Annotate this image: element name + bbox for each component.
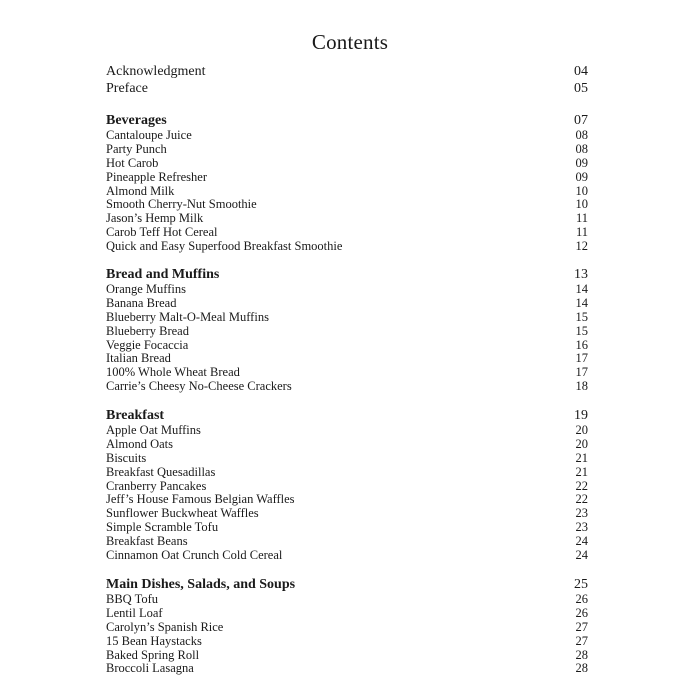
entry-page-number: 10 xyxy=(575,183,588,198)
toc-entry[interactable] xyxy=(106,507,588,521)
toc-entry[interactable] xyxy=(106,311,588,325)
entry-label: Italian Bread xyxy=(106,351,171,366)
toc-entry[interactable] xyxy=(106,466,588,480)
section-bread-and-muffins xyxy=(106,267,588,394)
entry-page-number: 26 xyxy=(575,592,588,606)
entry-page-number: 10 xyxy=(575,197,588,212)
toc-entry[interactable] xyxy=(106,212,588,226)
entry-page-number: 08 xyxy=(575,128,588,142)
section-heading[interactable] xyxy=(106,408,588,424)
entry-page-number: 16 xyxy=(575,337,588,352)
entry-label: Breakfast Quesadillas xyxy=(106,464,216,479)
entry-label: Party Punch xyxy=(106,141,167,156)
entry-page-number: 14 xyxy=(575,295,588,310)
entry-label: Orange Muffins xyxy=(106,282,186,296)
section-beverages xyxy=(106,113,588,254)
entry-label: Banana Bread xyxy=(106,295,177,310)
entry-page-number: 24 xyxy=(575,548,588,563)
entry-label: Blueberry Malt-O-Meal Muffins xyxy=(106,309,269,324)
toc-entry[interactable] xyxy=(106,380,588,394)
toc-entry[interactable] xyxy=(106,129,588,143)
entry-page-number: 12 xyxy=(575,239,588,254)
entry-label: Baked Spring Roll xyxy=(106,647,200,662)
entry-page-number: 22 xyxy=(575,492,588,507)
entry-label: Jeff’s House Famous Belgian Waffles xyxy=(106,492,295,507)
entry-label: Veggie Focaccia xyxy=(106,337,189,352)
toc-entry[interactable] xyxy=(106,424,588,438)
section-heading-label: Bread and Muffins xyxy=(106,267,220,282)
toc-entry[interactable] xyxy=(106,621,588,635)
entry-page-number: 21 xyxy=(575,450,588,465)
entry-label: Acknowledgment xyxy=(106,64,206,79)
toc-entry[interactable] xyxy=(106,325,588,339)
entry-page-number: 11 xyxy=(575,211,588,226)
entry-label: Blueberry Bread xyxy=(106,323,189,338)
toc-entry[interactable] xyxy=(106,240,588,254)
toc-entry[interactable] xyxy=(106,226,588,240)
entry-label: Biscuits xyxy=(106,450,147,465)
entry-label: Smooth Cherry-Nut Smoothie xyxy=(106,197,257,212)
entry-page-number: 20 xyxy=(575,436,588,451)
entry-label: Preface xyxy=(106,80,148,96)
section-heading[interactable] xyxy=(106,267,588,283)
entry-label: Broccoli Lasagna xyxy=(106,661,194,676)
toc-entry[interactable] xyxy=(106,352,588,366)
toc-entry[interactable] xyxy=(106,493,588,507)
toc-entry[interactable] xyxy=(106,81,588,98)
entry-label: Sunflower Buckwheat Waffles xyxy=(106,506,259,521)
toc-entry[interactable] xyxy=(106,452,588,466)
section-page-number: 19 xyxy=(574,408,588,423)
entry-label: Cinnamon Oat Crunch Cold Cereal xyxy=(106,548,283,563)
entry-page-number: 17 xyxy=(575,351,588,366)
toc-entry[interactable] xyxy=(106,438,588,452)
front-matter-list xyxy=(106,64,588,97)
entry-label: Almond Milk xyxy=(106,183,175,198)
entry-page-number: 09 xyxy=(575,155,588,170)
toc-entry[interactable] xyxy=(106,283,588,297)
entry-label: Quick and Easy Superfood Breakfast Smoothie xyxy=(106,239,343,254)
entry-page-number: 09 xyxy=(575,169,588,184)
entry-label: Breakfast Beans xyxy=(106,534,188,549)
toc-entry[interactable] xyxy=(106,366,588,380)
entry-page-number: 21 xyxy=(575,464,588,479)
entry-page-number: 05 xyxy=(574,80,588,96)
toc-entry[interactable] xyxy=(106,480,588,494)
entry-page-number: 28 xyxy=(575,647,588,662)
section-heading-label: Breakfast xyxy=(106,408,165,423)
entry-page-number: 28 xyxy=(575,661,588,676)
section-main-dishes-salads-soups xyxy=(106,577,588,676)
toc-entry[interactable] xyxy=(106,635,588,649)
entry-page-number: 24 xyxy=(575,534,588,549)
toc-entry[interactable] xyxy=(106,593,588,607)
entry-page-number: 18 xyxy=(575,379,588,394)
entry-label: Carob Teff Hot Cereal xyxy=(106,225,218,240)
toc-entry[interactable] xyxy=(106,649,588,663)
entry-page-number: 26 xyxy=(575,605,588,620)
entry-label: Lentil Loaf xyxy=(106,605,163,620)
toc-entry[interactable] xyxy=(106,549,588,563)
entry-label: 15 Bean Haystacks xyxy=(106,633,202,648)
section-page-number: 25 xyxy=(574,577,588,592)
entry-page-number: 15 xyxy=(575,309,588,324)
section-heading-label: Beverages xyxy=(106,113,167,128)
entry-label: Cantaloupe Juice xyxy=(106,128,192,142)
section-page-number: 07 xyxy=(574,113,588,128)
toc-entry[interactable] xyxy=(106,339,588,353)
entry-label: BBQ Tofu xyxy=(106,592,159,606)
entry-label: Cranberry Pancakes xyxy=(106,478,207,493)
entry-label: Almond Oats xyxy=(106,436,174,451)
toc-entry[interactable] xyxy=(106,297,588,311)
entry-page-number: 08 xyxy=(575,141,588,156)
toc-entry[interactable] xyxy=(106,143,588,157)
entry-page-number: 22 xyxy=(575,478,588,493)
entry-label: Pineapple Refresher xyxy=(106,169,208,184)
section-heading-label: Main Dishes, Salads, and Soups xyxy=(106,577,296,592)
toc-entry[interactable] xyxy=(106,662,588,676)
section-page-number: 13 xyxy=(574,267,588,282)
page-title: Contents xyxy=(311,30,389,54)
entry-page-number: 11 xyxy=(575,225,588,240)
entry-page-number: 27 xyxy=(575,633,588,648)
toc-entry[interactable] xyxy=(106,535,588,549)
section-breakfast xyxy=(106,408,588,563)
toc-entry[interactable] xyxy=(106,607,588,621)
section-heading[interactable] xyxy=(106,113,588,129)
toc-entry[interactable] xyxy=(106,157,588,171)
toc-entry[interactable] xyxy=(106,64,588,81)
entry-page-number: 14 xyxy=(575,282,588,296)
entry-page-number: 27 xyxy=(575,619,588,634)
entry-label: Simple Scramble Tofu xyxy=(106,520,219,535)
entry-page-number: 20 xyxy=(575,423,588,437)
entry-page-number: 04 xyxy=(574,64,588,79)
toc-entry[interactable] xyxy=(106,521,588,535)
entry-label: Jason’s Hemp Milk xyxy=(106,211,204,226)
entry-label: Carolyn’s Spanish Rice xyxy=(106,619,224,634)
section-heading[interactable] xyxy=(106,577,588,593)
entry-label: Hot Carob xyxy=(106,155,159,170)
toc-entry[interactable] xyxy=(106,171,588,185)
toc-entry[interactable] xyxy=(106,185,588,199)
entry-label: Apple Oat Muffins xyxy=(106,423,201,437)
entry-label: 100% Whole Wheat Bread xyxy=(106,365,240,380)
toc-entry[interactable] xyxy=(106,198,588,212)
entry-page-number: 23 xyxy=(575,520,588,535)
entry-label: Carrie’s Cheesy No-Cheese Crackers xyxy=(106,379,292,394)
entry-page-number: 17 xyxy=(575,365,588,380)
entry-page-number: 23 xyxy=(575,506,588,521)
entry-page-number: 15 xyxy=(575,323,588,338)
